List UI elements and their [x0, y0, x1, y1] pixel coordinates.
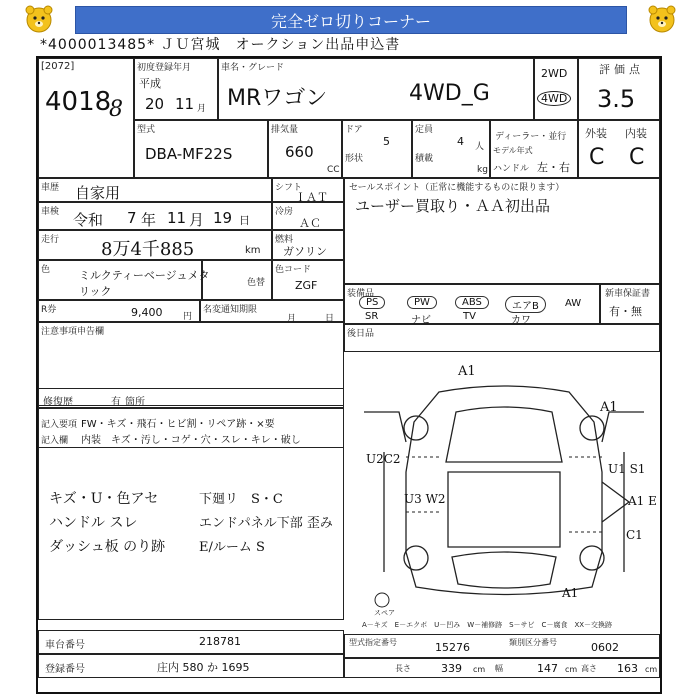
color-code-label: 色コード	[275, 265, 312, 275]
equip-sr: SR	[365, 311, 379, 322]
note-left-3: ダッシュ板 のり跡	[49, 539, 166, 555]
displacement-value: 660	[285, 143, 314, 161]
lot-suffix: 8	[109, 97, 123, 122]
damage-mark-rear-quarter: C1	[626, 528, 643, 542]
color-code-value: ZGF	[295, 279, 318, 292]
chassis-label: 車台番号	[45, 640, 85, 651]
plate-value: 庄内 580 か 1695	[157, 661, 250, 674]
mileage-label: 走行	[41, 235, 60, 245]
sheet-header-line: *4000013485* ＪＵ宮城 オークション出品申込書	[40, 37, 401, 53]
entry-field-label: 記入欄	[41, 436, 69, 446]
displacement-cell	[268, 120, 342, 178]
damage-mark-left-door: U2C2	[366, 452, 401, 466]
shift-label: シフト	[275, 183, 303, 193]
spare-tire-icon	[375, 593, 389, 607]
registration-era: 平成	[139, 77, 161, 90]
equip-airbag: エアB	[505, 296, 546, 313]
length-value: 339	[441, 662, 462, 675]
mileage-value: 8万4千885	[101, 239, 195, 260]
transfer-deadline-cell	[200, 300, 344, 322]
displacement-label: 排気量	[271, 125, 299, 135]
entry-row-exterior: FW・キズ・飛石・ヒビ割・リペア跡・×要	[81, 419, 275, 430]
car-outline-diagram	[344, 352, 660, 632]
color-label: 色	[41, 265, 51, 275]
after-items-cell	[344, 324, 660, 352]
transfer-deadline-label: 名変通知期限	[203, 305, 258, 315]
rating-cell	[578, 58, 660, 120]
car-grade: 4WD_G	[409, 81, 490, 106]
mileage-unit: km	[245, 245, 261, 256]
type-class-cell	[344, 634, 660, 658]
chassis-cell	[38, 630, 344, 654]
registration-month-suffix: 月	[197, 104, 207, 114]
fuel-cell	[272, 230, 344, 260]
plate-label: 登録番号	[45, 664, 85, 675]
color-value-line1: ミルクティーベージュメタ	[79, 269, 210, 282]
doors-label: ドア	[345, 125, 363, 135]
note-right-3: E/ルーム S	[199, 540, 265, 555]
equipment-cell	[344, 284, 600, 324]
recycle-cell	[38, 300, 200, 322]
width-label: 幅	[495, 664, 503, 673]
steering-value: 左・右	[537, 161, 570, 174]
repair-cell	[38, 388, 344, 408]
exterior-grade: C	[589, 145, 605, 170]
interior-grade: C	[629, 145, 645, 170]
aircon-label: 冷房	[275, 207, 294, 217]
aircon-cell	[272, 202, 344, 230]
class-number-value: 0602	[591, 641, 619, 654]
damage-legend: A－キズ E－エクボ U－凹み W－補修跡 S－サビ C－腐食 XX－交換跡	[362, 621, 613, 629]
chassis-value: 218781	[199, 635, 241, 648]
doors-value: 5	[383, 135, 390, 148]
damage-diagram	[344, 352, 660, 632]
recycle-label: R券	[41, 305, 57, 315]
height-unit: cm	[645, 665, 658, 674]
dimensions-cell	[344, 658, 660, 678]
height-label: 高さ	[581, 664, 597, 673]
banner-title: 完全ゼロ切りコーナー	[75, 6, 627, 34]
dealer-label: ディーラー・並行	[495, 132, 567, 142]
equipment-label: 装備品	[347, 289, 375, 299]
new-warranty-cell	[600, 284, 660, 324]
shift-value: ＩＡＴ	[295, 191, 328, 204]
sales-point-value: ユーザー買取り・ＡＡ初出品	[355, 197, 551, 215]
damage-mark-rear: A1	[562, 586, 579, 600]
spare-label: スペア	[374, 609, 395, 617]
equip-tv: TV	[463, 311, 476, 322]
entry-row-interior: 内装 キズ・汚し・コゲ・穴・スレ・キレ・破し	[81, 435, 301, 446]
rating-label: 評価点	[599, 63, 644, 76]
note-right-1: 下廻リ S・C	[199, 492, 283, 507]
exterior-label: 外装	[585, 127, 607, 140]
recycle-value: 9,400	[131, 306, 163, 319]
inspection-era: 令和	[73, 211, 104, 229]
interior-label: 内装	[625, 127, 647, 140]
inspection-label: 車検	[41, 207, 60, 217]
model-value: DBA-MF22S	[145, 145, 233, 163]
lot-code: [2072]	[41, 61, 75, 72]
transfer-month: 月	[287, 314, 297, 324]
inspection-year: 7	[127, 209, 137, 227]
inspection-cell	[38, 202, 272, 230]
repair-value: 有	[111, 397, 121, 408]
capacity-label: 定員	[415, 125, 434, 135]
registration-year: 20	[145, 95, 165, 113]
inspection-month: 11	[167, 209, 187, 227]
shift-cell	[272, 178, 344, 202]
history-value: 自家用	[75, 184, 121, 202]
car-name-cell	[218, 58, 534, 120]
damage-mark-roof: A1	[458, 364, 476, 379]
inspection-day-suffix: 日	[239, 214, 250, 227]
shape-label: 形状	[345, 154, 364, 164]
registration-label: 初度登録年月	[137, 63, 192, 73]
notes-label: 注意事項申告欄	[41, 327, 105, 337]
after-items-label: 後日品	[347, 329, 375, 339]
equip-ps: PS	[359, 296, 385, 309]
class-number-label: 類別区分番号	[509, 638, 557, 647]
load-unit: kg	[477, 165, 488, 175]
history-cell	[38, 178, 272, 202]
entry-guide-cell	[38, 408, 344, 448]
lot-cell	[38, 58, 134, 178]
capacity-load-cell	[412, 120, 490, 178]
type-number-value: 15276	[435, 641, 470, 654]
color-value-line2: リック	[79, 285, 112, 298]
steering-label: ハンドル	[493, 164, 530, 174]
height-value: 163	[617, 662, 638, 675]
width-unit: cm	[565, 665, 578, 674]
model-cell	[134, 120, 268, 178]
new-warranty-value: 有・無	[609, 305, 642, 318]
aircon-value: ＡＣ	[299, 217, 321, 230]
length-label: 長さ	[395, 664, 411, 673]
new-warranty-label: 新車保証書	[605, 289, 651, 299]
sales-point-label: セールスポイント（正常に機能するものに限ります）	[349, 183, 565, 193]
sales-point-cell	[344, 178, 660, 284]
recycle-unit: 円	[183, 312, 193, 322]
repair-unit: 箇所	[125, 397, 145, 408]
lot-number: 4018	[45, 87, 112, 117]
car-name-label: 車名・グレード	[221, 63, 285, 73]
mascot-bear-right-icon	[645, 2, 679, 36]
damage-mark-right-door: U1 S1	[608, 462, 646, 476]
equip-leather: カワ	[511, 315, 531, 326]
doors-shape-cell	[342, 120, 412, 178]
load-label: 積載	[415, 154, 434, 164]
registration-cell	[134, 58, 218, 120]
damage-mark-right-rear: A1 E	[628, 494, 657, 508]
handwritten-notes-area	[38, 448, 344, 620]
history-label: 車歴	[41, 183, 60, 193]
note-left-2: ハンドル スレ	[49, 515, 138, 531]
equip-abs: ABS	[455, 296, 489, 309]
equip-pw: PW	[407, 296, 437, 309]
equip-aw: AW	[565, 298, 582, 309]
mileage-cell	[38, 230, 272, 260]
damage-mark-left-rear: U3 W2	[404, 492, 446, 506]
exterior-interior-cell	[578, 120, 660, 178]
damage-mark-front-right: A1	[600, 400, 618, 415]
registration-month: 11	[175, 95, 195, 113]
plate-cell	[38, 654, 344, 678]
rating-score: 3.5	[597, 85, 636, 113]
inspection-month-suffix: 月	[189, 211, 205, 229]
type-number-label: 型式指定番号	[349, 638, 397, 647]
note-left-1: キズ・U・色アセ	[49, 491, 159, 507]
color-cell	[38, 260, 210, 300]
car-name: MRワゴン	[227, 86, 328, 111]
inspection-year-suffix: 年	[141, 211, 157, 229]
length-unit: cm	[473, 665, 486, 674]
drive-cell	[534, 58, 578, 120]
transfer-day: 日	[325, 314, 335, 324]
drive-4wd-circled: 4WD	[537, 91, 571, 106]
capacity-value: 4	[457, 135, 464, 148]
inspection-day: 19	[213, 209, 233, 227]
mascot-bear-left-icon	[22, 2, 56, 36]
model-label: 型式	[137, 125, 156, 135]
color-swap-label: 色替	[247, 278, 266, 288]
fuel-label: 燃料	[275, 235, 294, 245]
model-year-label: モデル年式	[493, 146, 533, 155]
entry-guide-label: 記入要項	[41, 420, 78, 430]
note-right-2: エンドパネル下部 歪み	[199, 516, 333, 531]
equip-navi: ナビ	[411, 315, 431, 326]
displacement-unit: CC	[327, 165, 340, 175]
color-swap-cell	[202, 260, 272, 300]
width-value: 147	[537, 662, 558, 675]
drive-2wd: 2WD	[541, 67, 568, 80]
dealer-cell	[490, 120, 578, 178]
repair-label: 修復歴	[43, 397, 73, 408]
fuel-value: ガソリン	[283, 245, 327, 258]
color-code-cell	[272, 260, 344, 300]
capacity-unit: 人	[475, 142, 485, 152]
